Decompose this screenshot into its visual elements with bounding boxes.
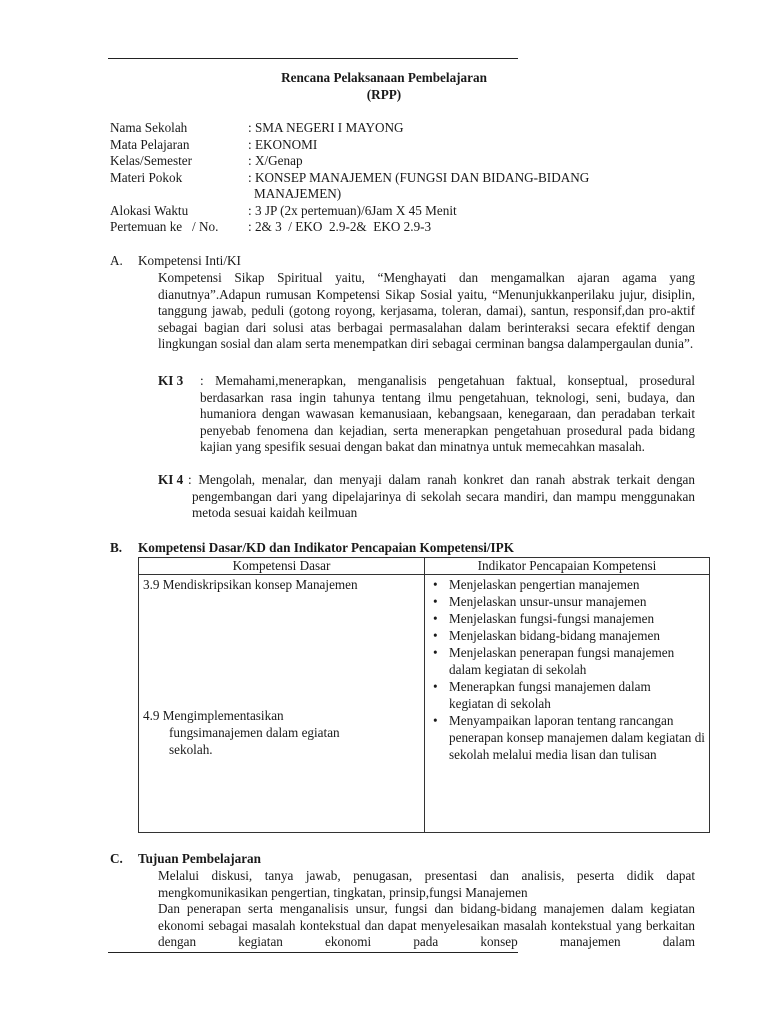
list-item: • Menyampaikan laporan tentang rancangan penerapan konsep manajemen dalam kegiatan di sekolah melalui media lisan dan tulisan bbox=[431, 712, 705, 763]
identity-label: Kelas/Semester bbox=[110, 153, 193, 168]
identity-value-line: MANAJEMEN) bbox=[254, 186, 342, 201]
column-header-kd: Kompetensi Dasar bbox=[139, 558, 425, 575]
identity-label: Nama Sekolah bbox=[110, 120, 188, 135]
ki4-text: : Mengolah, menalar, dan menyaji dalam ranah konkret dan ranah abstrak terkait dengan pengembangan dari yang dipelajarinya di sekolah secara mandiri, dan mampu menggunakan metoda sesuai kaidah keilmuan bbox=[188, 472, 695, 520]
section-a-letter: A. bbox=[110, 253, 123, 268]
identity-value: : 2& 3 / EKO 2.9-2& EKO 2.9-3 bbox=[248, 219, 432, 234]
section-c-letter: C. bbox=[110, 851, 123, 866]
list-item: • Menjelaskan fungsi-fungsi manajemen bbox=[431, 610, 705, 627]
section-b-heading: Kompetensi Dasar/KD dan Indikator Pencapaian Kompetensi/IPK bbox=[138, 540, 514, 555]
top-rule bbox=[108, 58, 518, 59]
identity-label: Mata Pelajaran bbox=[110, 136, 190, 152]
identity-label: Materi Pokok bbox=[110, 169, 183, 185]
identity-row-topic bbox=[110, 170, 670, 203]
identity-row-time bbox=[110, 203, 670, 220]
indicator-list bbox=[429, 575, 705, 763]
identity-value: : 3 JP (2x pertemuan)/6Jam X 45 Menit bbox=[248, 202, 457, 218]
list-item: • Menjelaskan unsur-unsur manajemen bbox=[431, 593, 705, 610]
kd-item-4-9 bbox=[143, 707, 393, 758]
section-c-paragraph-1: Melalui diskusi, tanya jawab, penugasan, presentasi dan analisis, peserta didik dapat mengkomunikasikan pengertian, tingkatan, prinsip,fungsi Manajemen bbox=[158, 868, 695, 900]
kd-item-4-9-rest: fungsimanajemen dalam egiatan sekolah. bbox=[169, 725, 340, 757]
document-subtitle: (RPP) bbox=[366, 87, 402, 102]
competency-table bbox=[138, 557, 710, 833]
ipk-cell bbox=[425, 575, 710, 833]
identity-row-class bbox=[110, 153, 670, 170]
table-row bbox=[139, 575, 710, 833]
ki3-text: : Memahami,menerapkan, menganalisis pengetahuan faktual, konseptual, prosedural berdasarkan rasa ingin tahunya tentang ilmu pengetahuan, teknologi, seni, budaya, dan humaniora dengan wawasan kemanusiaan, kebangsaan, kenegaraan, dan peradaban terkait penyebab fenomena dan kejadian, serta menerapkan pengetahuan prosedural pada bidang kajian yang spesifik sesuai dengan bakat dan minatnya untuk memecahkan masalah. bbox=[200, 373, 695, 454]
ki3-text-block bbox=[158, 373, 695, 456]
list-item: • Menjelaskan pengertian manajemen bbox=[431, 576, 705, 593]
ki4-block bbox=[158, 472, 695, 522]
identity-label: Pertemuan ke / No. bbox=[110, 219, 219, 234]
identity-value bbox=[248, 170, 670, 203]
section-b-letter: B. bbox=[110, 540, 123, 555]
section-c-heading: Tujuan Pembelajaran bbox=[138, 851, 261, 866]
bottom-rule bbox=[108, 952, 518, 953]
ki3-block bbox=[158, 373, 695, 456]
list-item: • Menjelaskan penerapan fungsi manajemen dalam kegiatan di sekolah bbox=[431, 644, 684, 678]
section-a-paragraph: Kompetensi Sikap Spiritual yaitu, “Menghayati dan mengamalkan ajaran agama yang dianutnya”.Adapun rumusan Kompetensi Sikap Sosial yaitu, “Menunjukkanperilaku jujur, disiplin, tanggung jawab, peduli (gotong royong, kerjasama, toleran, damai), santun, responsif,dan pro-aktif sebagai bagian dari solusi atas berbagai permasalahan dalam berinteraksi secara efektif dengan lingkungan sosial dan alam serta menempatkan diri sebagai cerminan bangsa dalampergaulan dunia”. bbox=[158, 270, 695, 351]
identity-row-subject bbox=[110, 137, 670, 154]
identity-label: Alokasi Waktu bbox=[110, 202, 189, 218]
ki4-text-block bbox=[158, 472, 695, 522]
section-c-paragraph-2: Dan penerapan serta menganalisis unsur, fungsi dan bidang-bidang manajemen dalam kegiatan ekonomi sebagai masalah kontekstual dan dapat menyelesaikan masalah kontekstual yang berkaitan dengan kegiatan ekonomi pada konsep manajemen dalam bbox=[158, 901, 695, 949]
identity-value: : EKONOMI bbox=[248, 136, 318, 152]
document-title: Rencana Pelaksanaan Pembelajaran bbox=[281, 70, 487, 85]
ki4-label: KI 4 bbox=[158, 472, 184, 487]
identity-row-school bbox=[110, 120, 670, 137]
identity-value-line: : KONSEP MANAJEMEN (FUNGSI DAN BIDANG-BIDANG bbox=[248, 169, 590, 185]
section-a-heading: Kompetensi Inti/KI bbox=[138, 253, 241, 268]
kd-item-4-9-first: 4.9 Mengimplementasikan bbox=[143, 708, 284, 723]
table-header-row bbox=[139, 558, 710, 575]
kd-cell bbox=[139, 575, 425, 833]
ki3-label: KI 3 bbox=[158, 373, 184, 388]
identity-block bbox=[110, 120, 670, 236]
list-item: • Menjelaskan bidang-bidang manajemen bbox=[431, 627, 705, 644]
list-item: • Menerapkan fungsi manajemen dalam kegiatan di sekolah bbox=[431, 678, 689, 712]
column-header-ipk: Indikator Pencapaian Kompetensi bbox=[425, 558, 710, 575]
identity-value: : X/Genap bbox=[248, 153, 303, 168]
kd-item-3-9: 3.9 Mendiskripsikan konsep Manajemen bbox=[143, 577, 358, 592]
identity-value: : SMA NEGERI I MAYONG bbox=[248, 120, 404, 135]
identity-row-meeting bbox=[110, 219, 670, 236]
